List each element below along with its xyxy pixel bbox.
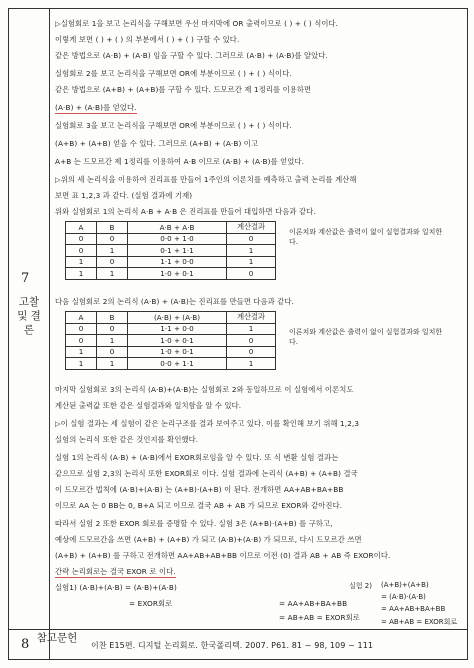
table-cell: 0 [97,346,128,358]
table-cell: 0·1 + 1·1 [128,245,227,257]
table-header-row [66,222,276,234]
table-cell: 1 [227,358,276,370]
section-7-number: 7 [21,271,30,286]
section-8-title: 참고문헌 [36,632,78,644]
margin-m4: = AA+AB+BA+BB [381,605,446,613]
table-header: B [97,222,128,234]
table-cell: 0 [227,335,276,347]
table-cell: 1·0 + 0·1 [128,346,227,358]
table-cell: 1 [97,335,128,347]
line-after-12: 실험1) (A·B)+(A·B) = (A·B)+(A·B) [55,583,177,592]
line-after-1: 계산된 출력값 또한 같은 실험결과와 일치함을 알 수 있다. [55,401,242,410]
table-cell: 1 [66,358,97,370]
section-7-title: 고찰 및 결론 [17,296,41,336]
table-cell: 0 [227,346,276,358]
line-after-8: 따라서 실험 2 또한 EXOR 회로를 증명할 수 있다. 실험 3은 (A+B)·(A+B) 를 구하고, [55,519,333,528]
line-after-5: 같으므로 실험 2,3의 논리식 또한 EXOR회로 이다. 실험 결과에 논리식 (A+B) + (A+B) 결국 [55,469,358,478]
line-after-6: 이 드모르간 법칙에 (A·B)+(A·B) 는 (A+B)·(A+B) 이 된다. 전개하면 AA+AB+BA+BB [55,485,344,494]
line-after-14: = AA+AB+BA+BB [279,599,348,608]
column-divider [49,9,50,659]
table-cell: 0 [66,233,97,245]
table-cell: 1 [227,256,276,268]
table-cell: 1 [66,256,97,268]
table-cell: 1 [227,323,276,335]
table-header: A [66,222,97,234]
table-2-note: 이론치와 계산값은 출력이 없이 실험결과와 일치한다. [289,328,443,346]
line-11: 위와 실험회로 1의 논리식 A·B + A·B 은 진리표를 만들어 대입하면 다음과 같다. [55,207,316,216]
table-cell: 1 [97,358,128,370]
table-cell: 0·0 + 1·1 [128,358,227,370]
table-header: 계산결과 [227,222,276,234]
table-cell: 1 [97,268,128,280]
table-cell: 1 [97,245,128,257]
table-header: 계산결과 [227,312,276,324]
line-t2: 다음 실험회로 2의 논리식 (A·B) + (A·B)는 진리표를 만들면 다음과 같다. [55,297,295,306]
line-after-3: 실험의 논리식 또한 같은 것인지를 확인했다. [55,435,199,444]
line-8: A+B 는 드모르간 제 1정리를 이용하여 A·B 이므로 (A·B) + (A·B)를 얻었다. [55,157,305,166]
margin-m1: 실험 2) [349,582,372,590]
table-row [66,256,276,268]
table-cell: 0 [97,256,128,268]
line-7: (A+B) + (A+B) 얻을 수 있다. 그러므로 (A+B) + (A·B) 이고 [55,139,259,148]
line-after-7: 이므로 AA 는 0 BB는 0, B+A 되고 이므로 결국 AB + AB 가 되므로 EXOR와 같아진다. [55,501,343,510]
table-cell: 0 [66,245,97,257]
table-header-row [66,312,276,324]
table-row [66,323,276,335]
table-header: (A·B) + (A·B) [128,312,227,324]
table-row [66,233,276,245]
truth-table-1 [65,221,276,280]
reference-text: 이찬 E15편. 디지털 논리회로. 한국폴리텍. 2007. P61. 81 ~ 98, 109 ~ 111 [91,641,374,650]
line-after-4: 실험 1의 논리식 (A·B) + (A·B)에서 EXOR회로임을 알 수 있다. 또 식 변환 실험 결과는 [55,453,339,462]
line-after-11: 간략 논리회로는 결국 EXOR 로 이다. [55,567,176,578]
line-after-15: = AB+AB = EXOR회로 [279,613,360,622]
line-0: ▷실험회로 1을 보고 논리식을 구해보면 우선 마지막에 OR 출력이므로 ( ) + ( ) 식이다. [55,19,339,28]
line-after-9: 예상에 드모르간을 쓰면 (A+B) + (A+B) 가 되고 (A·B)+(A·B) 가 되므로, 다시 드모르간 쓰면 [55,535,362,544]
margin-m2: (A+B)+(A+B) [381,581,429,589]
line-after-0: 마지막 실험회로 3의 논리식 (A·B)+(A·B)는 실험회로 2와 동일하므로 이 실험에서 이론치도 [55,385,354,394]
table-row [66,346,276,358]
margin-m5: = AB+AB = EXOR회로 [381,618,458,626]
table-header: A·B + A·B [128,222,227,234]
line-2: 같은 방법으로 (A·B) + (A·B) 임을 구할 수 있다. 그러므로 (A·B) + (A·B)를 알았다. [55,51,328,60]
table-cell: 1·1 + 0·0 [128,323,227,335]
table-cell: 1·0 + 0·1 [128,335,227,347]
line-after-2: ▷이 실험 결과는 세 실험이 같은 논리구조를 결과 보여주고 있다. 이를 확인해 보기 위해 1,2,3 [55,419,360,428]
row-divider [9,629,467,630]
line-9: ▷위의 세 논리식을 이용하여 진리표를 만들어 1주인의 이론치를 예측하고 출력 논리를 계산해 [55,175,357,184]
table-row [66,335,276,347]
line-3: 실험회로 2를 보고 논리식을 구해보면 OR에 부분이므로 ( ) + ( ) 식이다. [55,69,292,78]
table-cell: 1·0 + 0·1 [128,268,227,280]
table-header: A [66,312,97,324]
table-cell: 1 [66,346,97,358]
line-10: 보면 표 1,2,3 과 같다. (실험 결과에 기재) [55,191,193,200]
table-cell: 0 [227,268,276,280]
table-row [66,245,276,257]
table-cell: 0 [97,323,128,335]
line-after-13: = EXOR회로 [129,599,173,608]
table-cell: 0 [66,323,97,335]
table-header: B [97,312,128,324]
table-cell: 1 [227,245,276,257]
table-cell: 1 [66,268,97,280]
table-cell: 1·1 + 0·0 [128,256,227,268]
margin-m3: = (A·B)·(A·B) [381,593,426,601]
table-cell: 0·0 + 1·0 [128,233,227,245]
table-1-note: 이론치와 계산값은 출력이 없이 실험결과와 일치한다. [289,228,443,246]
line-1: 이렇게 보면 ( ) + ( ) 의 부분에서 ( ) + ( ) 구할 수 있다. [55,35,240,44]
table-cell: 0 [66,335,97,347]
line-6: 실험회로 3을 보고 논리식을 구해보면 OR에 부분이므로 ( ) + ( ) 식이다. [55,121,292,130]
table-row [66,268,276,280]
line-4: 같은 방법으로 (A+B) + (A+B)를 구할 수 있다. 드모르간 제 1정리를 이용하면 [55,85,312,94]
table-cell: 0 [97,233,128,245]
section-8-number: 8 [21,637,30,652]
line-after-10: (A+B) + (A+B) 를 구하고 전개하면 AA+AB+AB+BB 이므로 이전 (0) 결과 AB + AB 즉 EXOR이다. [55,551,391,560]
table-row [66,358,276,370]
table-cell: 0 [227,233,276,245]
form-frame [8,8,468,660]
line-5: (A·B) + (A·B)를 얻었다. [55,103,137,114]
truth-table-2 [65,311,276,370]
